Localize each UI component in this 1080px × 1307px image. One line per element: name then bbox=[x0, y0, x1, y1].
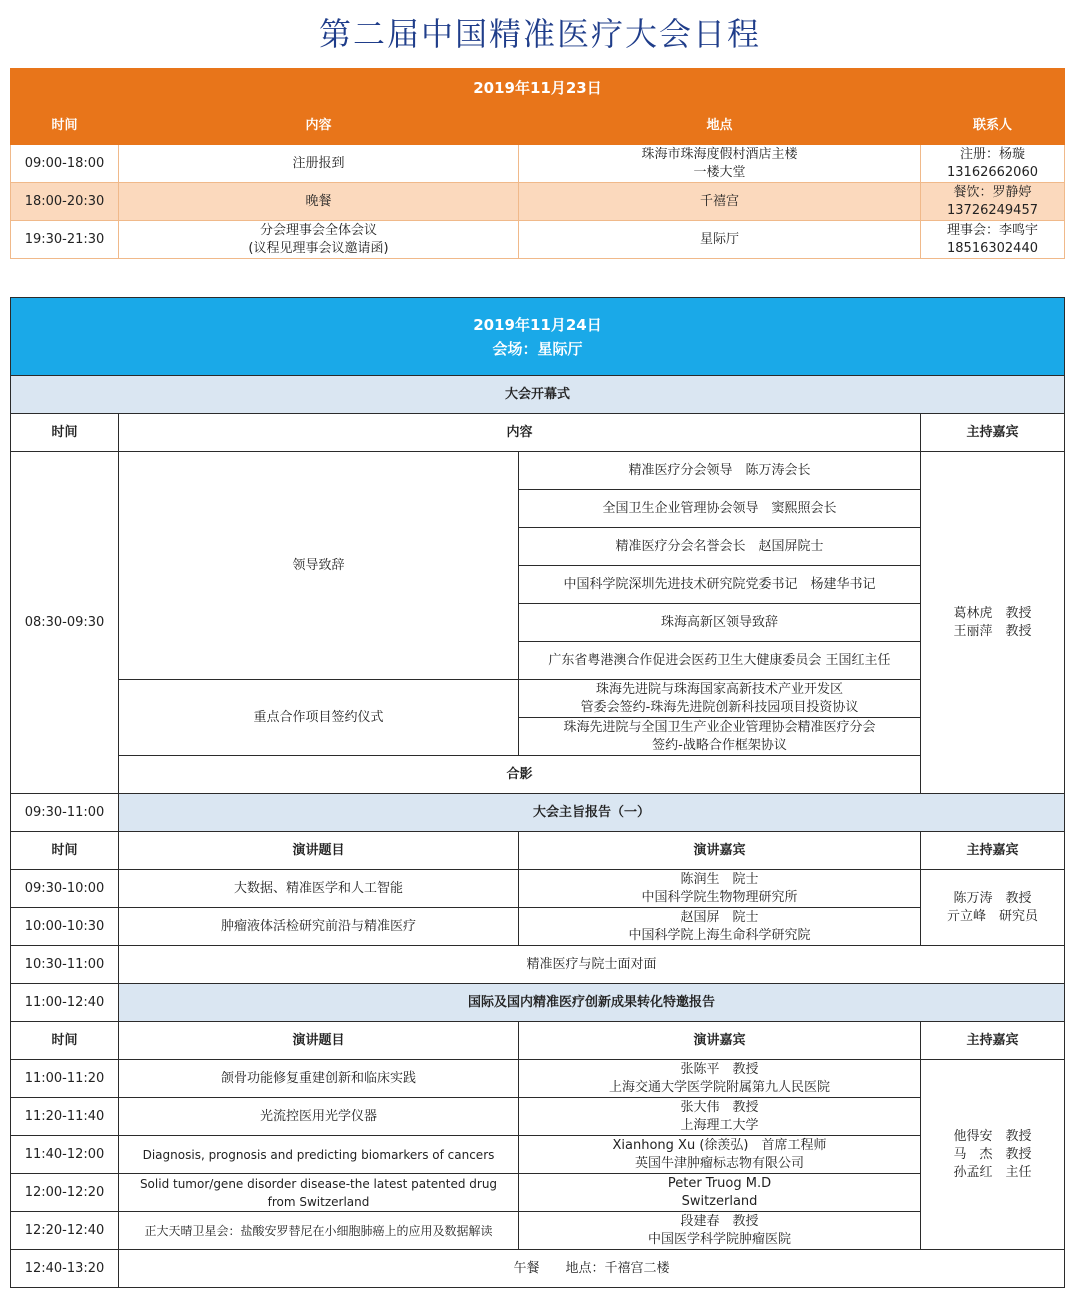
day1-header-time: 时间 bbox=[11, 107, 119, 145]
section-row bbox=[11, 794, 1065, 832]
contact-phone: 18516302440 bbox=[947, 240, 1038, 256]
row-time: 12:00-12:20 bbox=[11, 1174, 119, 1212]
row-topic: 颌骨功能修复重建创新和临床实践 bbox=[119, 1060, 519, 1098]
table-row bbox=[11, 221, 1065, 259]
day1-date: 2019年11月23日 bbox=[11, 69, 1065, 107]
row-time: 12:20-12:40 bbox=[11, 1212, 119, 1250]
opening-section-title: 大会开幕式 bbox=[11, 376, 1065, 414]
host-name: 孙孟红 主任 bbox=[953, 1164, 1032, 1180]
table-row bbox=[11, 452, 1065, 490]
row-speaker bbox=[519, 908, 921, 946]
host-name: 亓立峰 研究员 bbox=[946, 908, 1038, 924]
row-time: 09:30-10:00 bbox=[11, 870, 119, 908]
row-topic: 光流控医用光学仪器 bbox=[119, 1098, 519, 1136]
day2-venue: 会场：星际厅 bbox=[492, 339, 583, 358]
contact-phone: 13162662060 bbox=[947, 164, 1038, 180]
row-speaker bbox=[519, 1060, 921, 1098]
intl-header-row bbox=[11, 1022, 1065, 1060]
speech-item: 精准医疗分会领导 陈万涛会长 bbox=[519, 452, 921, 490]
row-place: 星际厅 bbox=[519, 221, 921, 259]
signing-item bbox=[519, 718, 921, 756]
row-time: 11:40-12:00 bbox=[11, 1136, 119, 1174]
table-row bbox=[11, 183, 1065, 221]
speech-item: 广东省粤港澳合作促进会医药卫生大健康委员会 王国红主任 bbox=[519, 642, 921, 680]
table-row bbox=[11, 870, 1065, 908]
face-to-face: 精准医疗与院士面对面 bbox=[119, 946, 1065, 984]
row-place: 千禧宫 bbox=[519, 183, 921, 221]
host-name: 陈万涛 教授 bbox=[953, 890, 1032, 906]
contact-phone: 13726249457 bbox=[947, 202, 1038, 218]
header-host: 主持嘉宾 bbox=[921, 1022, 1065, 1060]
signing-line: 珠海先进院与全国卫生产业企业管理协会精准医疗分会 bbox=[563, 719, 876, 735]
lunch-info: 午餐 地点：千禧宫二楼 bbox=[119, 1250, 1065, 1288]
row-content: 注册报到 bbox=[119, 145, 519, 183]
speaker-org: 英国牛津肿瘤标志物有限公司 bbox=[634, 1155, 804, 1171]
header-time: 时间 bbox=[11, 1022, 119, 1060]
intl-time: 11:00-12:40 bbox=[11, 984, 119, 1022]
section-row bbox=[11, 984, 1065, 1022]
keynote-time: 09:30-11:00 bbox=[11, 794, 119, 832]
row-time: 11:20-11:40 bbox=[11, 1098, 119, 1136]
row-topic: 肿瘤液体活检研究前沿与精准医疗 bbox=[119, 908, 519, 946]
table-row bbox=[11, 1060, 1065, 1098]
day2-date-bar bbox=[11, 298, 1065, 376]
day1-header-place: 地点 bbox=[519, 107, 921, 145]
content-line: 分会理事会全体会议 bbox=[259, 222, 377, 238]
speaker-name: 陈润生 院士 bbox=[680, 871, 759, 887]
speaker-name: 赵国屏 院士 bbox=[680, 909, 759, 925]
speaker-org: 中国科学院上海生命科学研究院 bbox=[628, 927, 811, 943]
opening-time: 08:30-09:30 bbox=[11, 452, 119, 794]
signing-line: 珠海先进院与珠海国家高新技术产业开发区 bbox=[595, 681, 843, 697]
place-line: 珠海市珠海度假村酒店主楼 bbox=[641, 146, 798, 162]
table-row bbox=[11, 1136, 1065, 1174]
speaker-org: 上海交通大学医学院附属第九人民医院 bbox=[608, 1079, 830, 1095]
speech-item: 珠海高新区领导致辞 bbox=[519, 604, 921, 642]
row-contact bbox=[921, 183, 1065, 221]
table-row bbox=[11, 946, 1065, 984]
row-contact bbox=[921, 145, 1065, 183]
table-row bbox=[11, 1098, 1065, 1136]
day1-header-contact: 联系人 bbox=[921, 107, 1065, 145]
header-topic: 演讲题目 bbox=[119, 1022, 519, 1060]
day1-header-content: 内容 bbox=[119, 107, 519, 145]
intl-hosts bbox=[921, 1060, 1065, 1250]
table-row bbox=[11, 1174, 1065, 1212]
topic-line: from Switzerland bbox=[267, 1194, 370, 1209]
day1-schedule-table bbox=[10, 68, 1065, 259]
speaker-name: 段建春 教授 bbox=[680, 1213, 759, 1229]
table-row bbox=[11, 1212, 1065, 1250]
speaker-name: Xianhong Xu (徐羡弘) 首席工程师 bbox=[612, 1137, 827, 1153]
contact-name: 注册：杨璇 bbox=[959, 146, 1025, 162]
speech-item: 中国科学院深圳先进技术研究院党委书记 杨建华书记 bbox=[519, 566, 921, 604]
table-row bbox=[11, 145, 1065, 183]
host-name: 葛林虎 教授 bbox=[953, 605, 1032, 621]
day1-date-bar bbox=[11, 69, 1065, 107]
row-topic bbox=[119, 1174, 519, 1212]
row-time: 18:00-20:30 bbox=[11, 183, 119, 221]
row-speaker bbox=[519, 1136, 921, 1174]
keynote-section-title: 大会主旨报告（一） bbox=[119, 794, 1065, 832]
host-name: 马 杰 教授 bbox=[953, 1146, 1032, 1162]
opening-header-row bbox=[11, 414, 1065, 452]
keynote-hosts bbox=[921, 870, 1065, 946]
speech-item: 全国卫生企业管理协会领导 窦熙照会长 bbox=[519, 490, 921, 528]
table-row bbox=[11, 680, 1065, 718]
header-speaker: 演讲嘉宾 bbox=[519, 1022, 921, 1060]
signing-line: 签约-战略合作框架协议 bbox=[652, 737, 787, 753]
speaker-org: Switzerland bbox=[681, 1193, 758, 1209]
row-contact bbox=[921, 221, 1065, 259]
header-speaker: 演讲嘉宾 bbox=[519, 832, 921, 870]
header-topic: 演讲题目 bbox=[119, 832, 519, 870]
contact-name: 理事会：李鸣宇 bbox=[946, 222, 1038, 238]
day1-header-row bbox=[11, 107, 1065, 145]
row-time: 19:30-21:30 bbox=[11, 221, 119, 259]
opening-hosts bbox=[921, 452, 1065, 794]
row-topic: 大数据、精准医学和人工智能 bbox=[119, 870, 519, 908]
content-line: (议程见理事会议邀请函) bbox=[248, 240, 389, 256]
row-time: 10:00-10:30 bbox=[11, 908, 119, 946]
row-content bbox=[119, 221, 519, 259]
place-line: 一楼大堂 bbox=[693, 164, 746, 180]
table-row bbox=[11, 908, 1065, 946]
row-place bbox=[519, 145, 921, 183]
signing-item bbox=[519, 680, 921, 718]
intl-section-title: 国际及国内精准医疗创新成果转化特邀报告 bbox=[119, 984, 1065, 1022]
header-time: 时间 bbox=[11, 832, 119, 870]
row-content: 晚餐 bbox=[119, 183, 519, 221]
host-name: 王丽萍 教授 bbox=[953, 623, 1032, 639]
signing-line: 管委会签约-珠海先进院创新科技园项目投资协议 bbox=[580, 699, 859, 715]
section-row bbox=[11, 376, 1065, 414]
speaker-name: Peter Truog M.D bbox=[667, 1175, 772, 1191]
contact-name: 餐饮：罗静婷 bbox=[953, 184, 1032, 200]
header-time: 时间 bbox=[11, 414, 119, 452]
row-speaker bbox=[519, 870, 921, 908]
header-host: 主持嘉宾 bbox=[921, 832, 1065, 870]
row-speaker bbox=[519, 1212, 921, 1250]
header-host: 主持嘉宾 bbox=[921, 414, 1065, 452]
signing-label: 重点合作项目签约仪式 bbox=[119, 680, 519, 756]
speaker-org: 中国科学院生物物理研究所 bbox=[641, 889, 798, 905]
speaker-name: 张陈平 教授 bbox=[680, 1061, 759, 1077]
group-photo: 合影 bbox=[119, 756, 921, 794]
speaker-org: 中国医学科学院肿瘤医院 bbox=[647, 1231, 791, 1247]
row-topic: 正大天晴卫星会：盐酸安罗替尼在小细胞肺癌上的应用及数据解读 bbox=[119, 1212, 519, 1250]
row-speaker bbox=[519, 1174, 921, 1212]
speaker-name: 张大伟 教授 bbox=[680, 1099, 759, 1115]
table-row bbox=[11, 756, 1065, 794]
keynote-header-row bbox=[11, 832, 1065, 870]
speech-item: 精准医疗分会名誉会长 赵国屏院士 bbox=[519, 528, 921, 566]
row-time: 12:40-13:20 bbox=[11, 1250, 119, 1288]
topic-line: Solid tumor/gene disorder disease-the latest patented drug bbox=[139, 1176, 498, 1191]
row-time: 10:30-11:00 bbox=[11, 946, 119, 984]
page-title: 第二届中国精准医疗大会日程 bbox=[318, 15, 761, 53]
table-row bbox=[11, 1250, 1065, 1288]
speech-label: 领导致辞 bbox=[119, 452, 519, 680]
day2-schedule-table bbox=[10, 297, 1065, 1288]
row-time: 11:00-11:20 bbox=[11, 1060, 119, 1098]
header-content: 内容 bbox=[119, 414, 921, 452]
row-speaker bbox=[519, 1098, 921, 1136]
day2-date: 2019年11月24日 bbox=[473, 315, 602, 334]
speaker-org: 上海理工大学 bbox=[680, 1117, 759, 1133]
row-topic: Diagnosis, prognosis and predicting biomarkers of cancers bbox=[119, 1136, 519, 1174]
row-time: 09:00-18:00 bbox=[11, 145, 119, 183]
host-name: 他得安 教授 bbox=[953, 1128, 1032, 1144]
